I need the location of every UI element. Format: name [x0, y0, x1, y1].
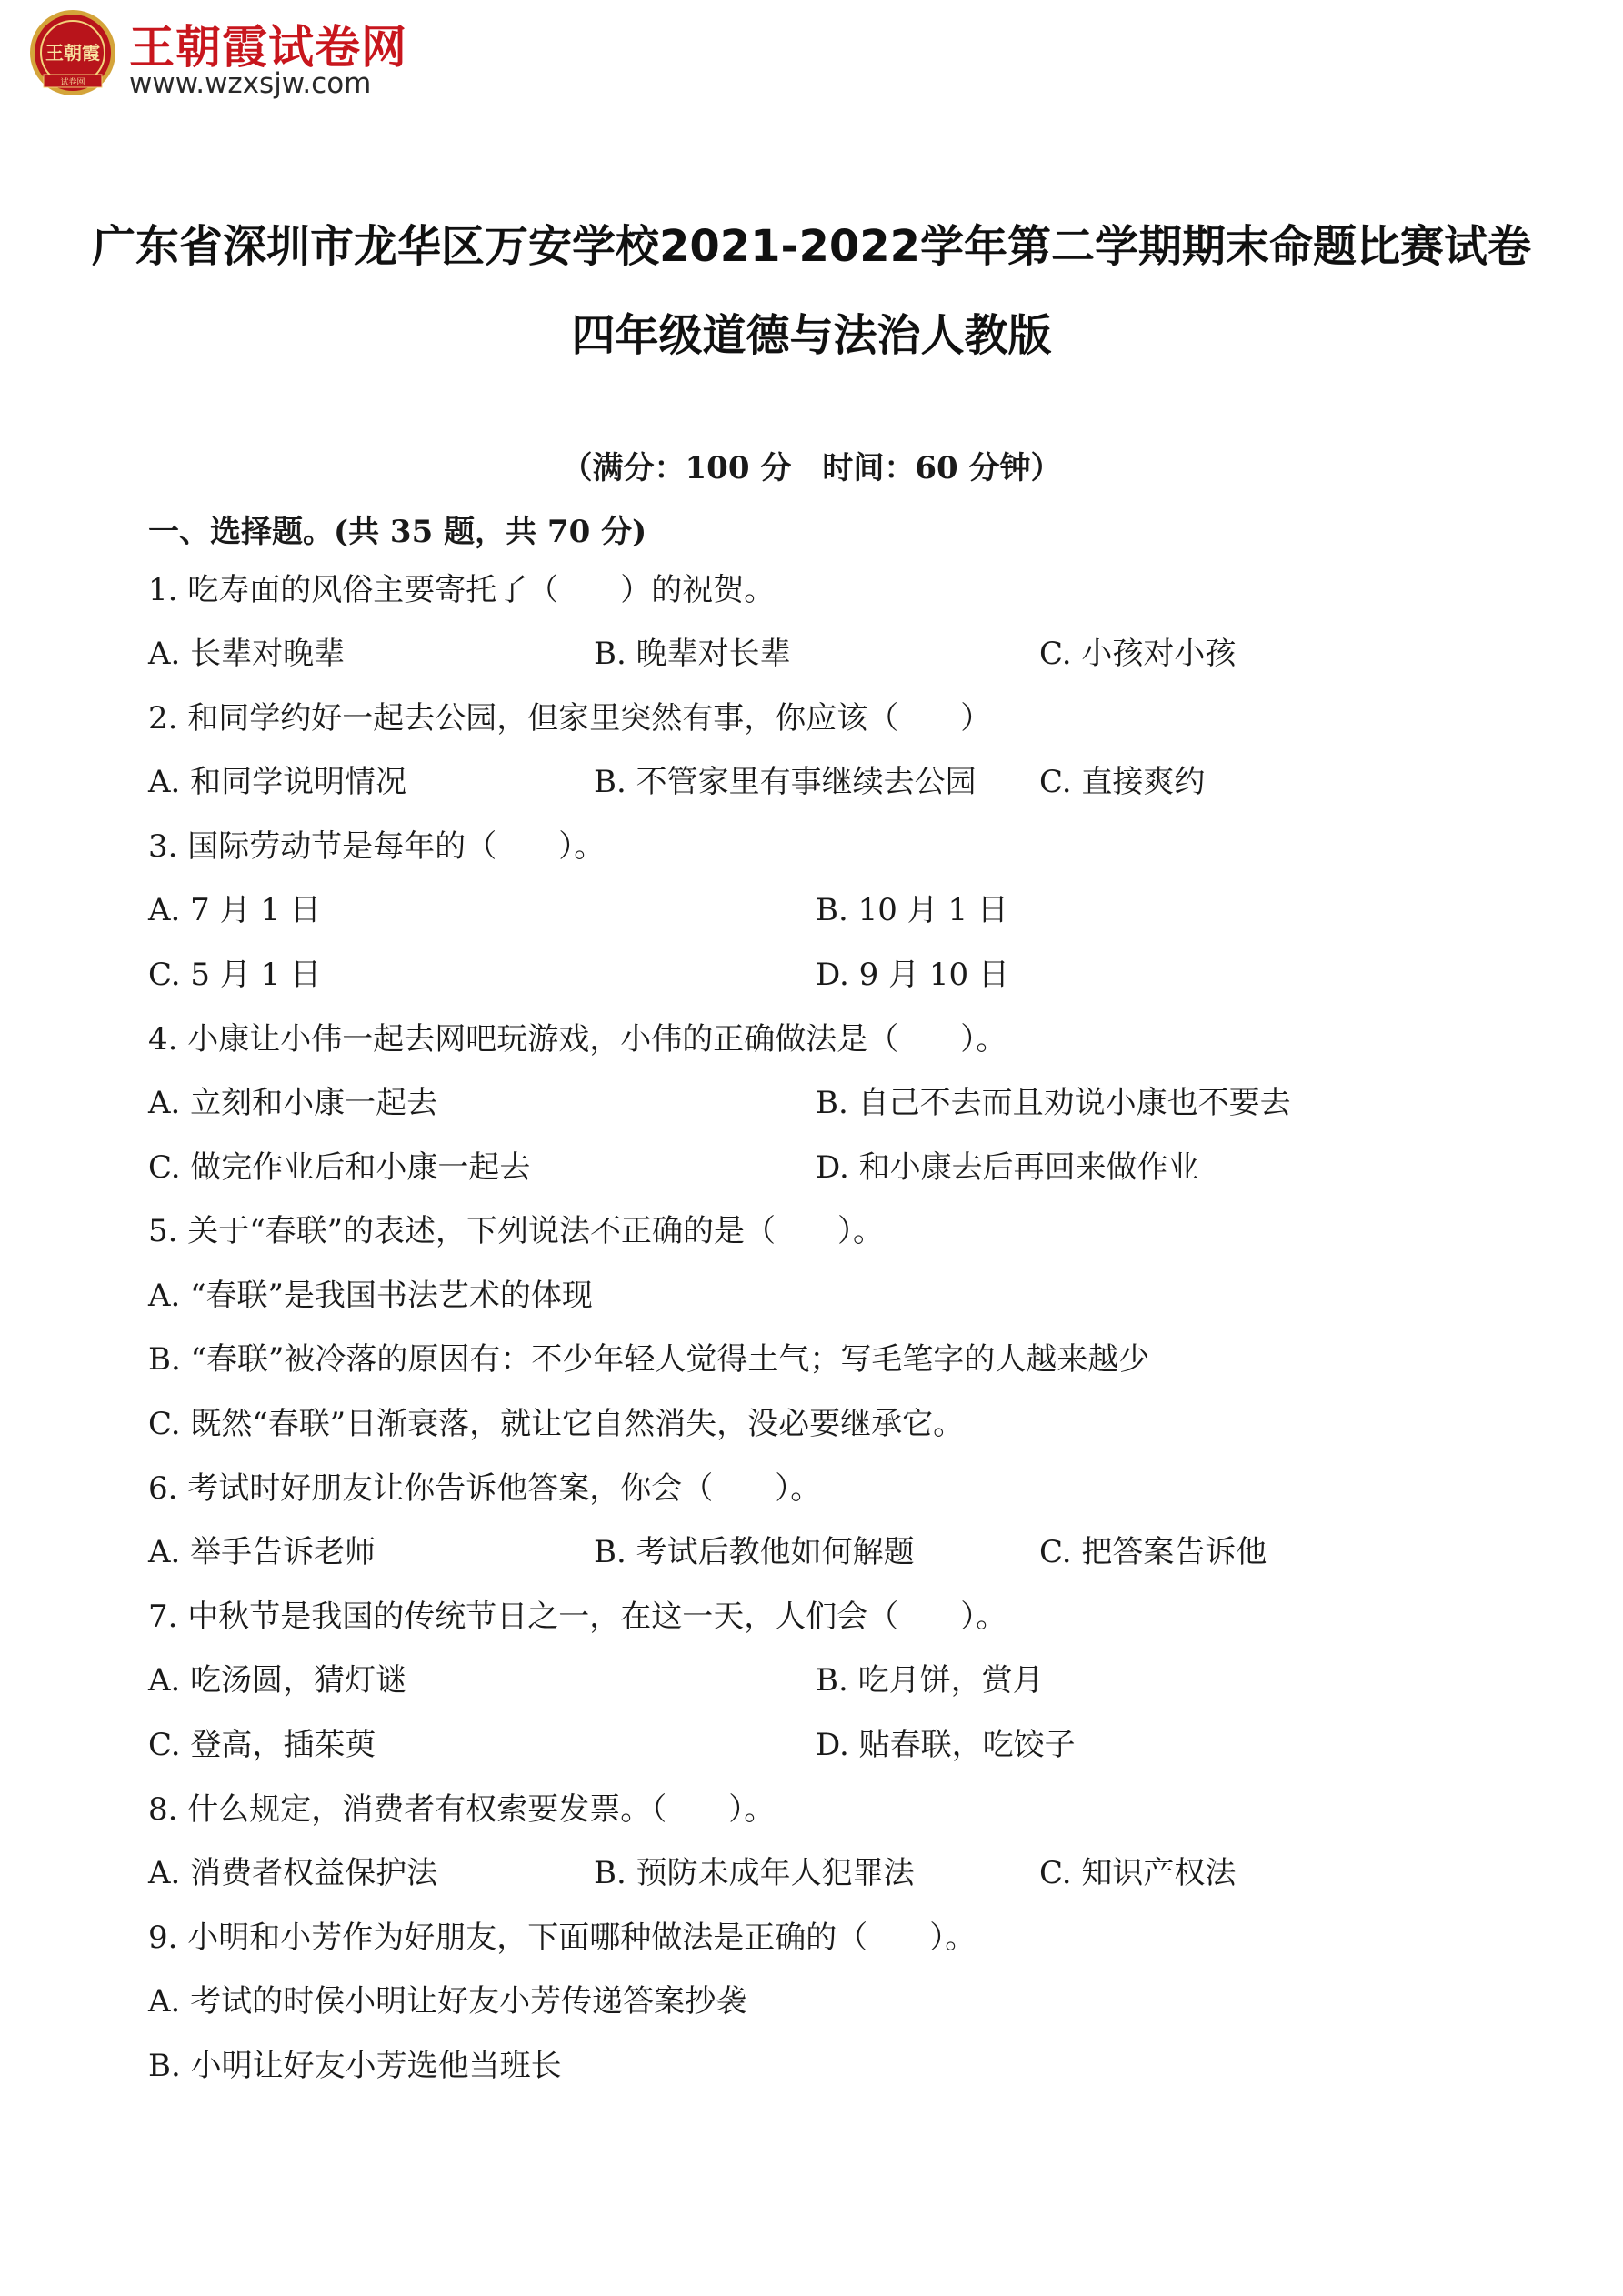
q3-option-a: A. 7 月 1 日: [148, 892, 321, 928]
q7-option-d: D. 贴春联，吃饺子: [816, 1727, 1076, 1763]
q1-option-a: A. 长辈对晚辈: [148, 636, 346, 672]
site-logo: [27, 7, 409, 107]
q7-option-b: B. 吃月饼，赏月: [816, 1662, 1044, 1699]
q4-option-d: D. 和小康去后再回来做作业: [816, 1149, 1199, 1186]
q7-option-a: A. 吃汤圆，猜灯谜: [148, 1662, 407, 1699]
section-heading: 一、选择题。(共 35 题，共 70 分): [148, 514, 647, 550]
exam-title: 广东省深圳市龙华区万安学校2021-2022学年第二学期期末命题比赛试卷: [91, 221, 1532, 272]
question-1: 1. 吃寿面的风俗主要寄托了（ ）的祝贺。: [148, 572, 776, 608]
brand-url[interactable]: www.wzxsjw.com: [129, 67, 372, 100]
question-7: 7. 中秋节是我国的传统节日之一，在这一天，人们会（ ）。: [148, 1599, 1007, 1635]
question-8: 8. 什么规定，消费者有权索要发票。（ ）。: [148, 1791, 776, 1828]
q4-option-c: C. 做完作业后和小康一起去: [148, 1149, 531, 1186]
q3-option-d: D. 9 月 10 日: [816, 957, 1009, 993]
q5-option-a: A. “春联”是我国书法艺术的体现: [148, 1278, 593, 1314]
q8-option-b: B. 预防未成年人犯罪法: [594, 1855, 915, 1891]
q4-option-b: B. 自己不去而且劝说小康也不要去: [816, 1085, 1291, 1121]
q5-option-c: C. 既然“春联”日渐衰落，就让它自然消失，没必要继承它。: [148, 1406, 965, 1442]
brand-name: 王朝霞试卷网: [129, 21, 407, 74]
q8-option-a: A. 消费者权益保护法: [148, 1855, 438, 1891]
q1-option-c: C. 小孩对小孩: [1039, 636, 1237, 672]
exam-meta: （满分：100 分 时间：60 分钟）: [561, 450, 1062, 486]
q2-option-a: A. 和同学说明情况: [148, 764, 407, 800]
q4-option-a: A. 立刻和小康一起去: [148, 1085, 438, 1121]
q1-option-b: B. 晚辈对长辈: [594, 636, 791, 672]
q7-option-c: C. 登高，插茱萸: [148, 1727, 376, 1763]
q6-option-c: C. 把答案告诉他: [1039, 1534, 1267, 1570]
q2-option-b: B. 不管家里有事继续去公园: [594, 764, 977, 800]
question-2: 2. 和同学约好一起去公园，但家里突然有事，你应该（ ）: [148, 700, 992, 737]
q2-option-c: C. 直接爽约: [1039, 764, 1206, 800]
question-5: 5. 关于“春联”的表述，下列说法不正确的是（ ）。: [148, 1213, 885, 1249]
seal-text: 王朝霞: [45, 42, 100, 64]
q6-option-a: A. 举手告诉老师: [148, 1534, 376, 1570]
exam-subtitle: 四年级道德与法治人教版: [571, 310, 1052, 361]
q9-option-b: B. 小明让好友小芳选他当班长: [148, 2048, 562, 2084]
q6-option-b: B. 考试后教他如何解题: [594, 1534, 915, 1570]
question-4: 4. 小康让小伟一起去网吧玩游戏，小伟的正确做法是（ ）。: [148, 1021, 1007, 1058]
q3-option-c: C. 5 月 1 日: [148, 957, 322, 993]
question-6: 6. 考试时好朋友让你告诉他答案，你会（ ）。: [148, 1470, 822, 1507]
seal-icon: [27, 7, 118, 98]
q9-option-a: A. 考试的时侯小明让好友小芳传递答案抄袭: [148, 1983, 747, 2020]
question-9: 9. 小明和小芳作为好朋友，下面哪种做法是正确的（ ）。: [148, 1920, 977, 1956]
q5-option-b: B. “春联”被冷落的原因有：不少年轻人觉得土气；写毛笔字的人越来越少: [148, 1341, 1150, 1378]
q8-option-c: C. 知识产权法: [1039, 1855, 1237, 1891]
seal-subtext: 试卷网: [60, 78, 85, 87]
q3-option-b: B. 10 月 1 日: [816, 892, 1008, 928]
question-3: 3. 国际劳动节是每年的（ ）。: [148, 828, 606, 865]
